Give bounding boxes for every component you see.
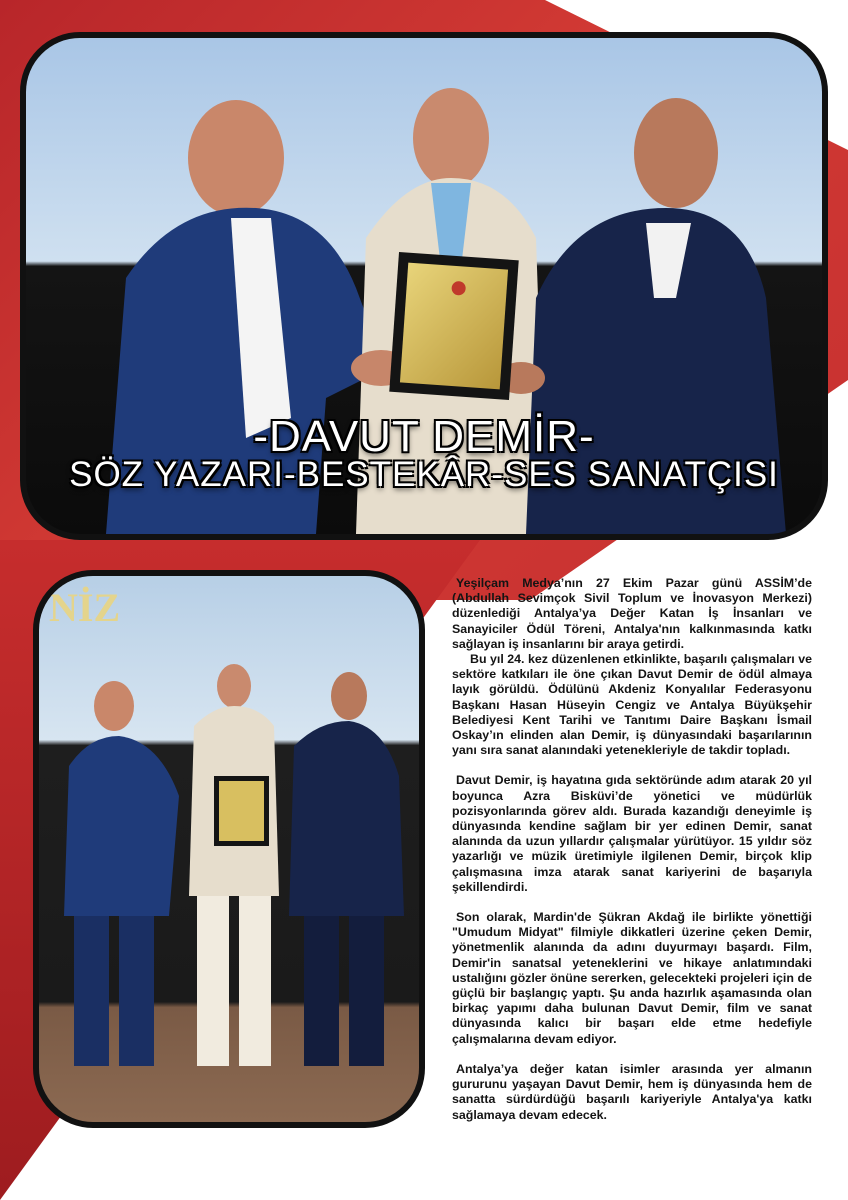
article-body — [452, 576, 812, 1123]
title-name: -DAVUT DEMİR- — [253, 412, 595, 461]
backdrop-text: NİZ — [49, 585, 121, 630]
article-paragraph-5: Antalya’ya değer katan isimler arasında yer almanın gururunu yaşayan Davut Demir, hem iş dünyasında hem de sanatta sürdürdüğü başarılı kariyeriyle Antalya'ya katkı sağlamaya devam edecek. — [452, 1061, 812, 1122]
article-paragraph-1: Yeşilçam Medya’nın 27 Ekim Pazar günü ASSİM’de (Abdullah Sevimçok Sivil Toplum ve İnovasyon Merkezi) düzenlediği Antalya’ya Değer Katan İş İnsanları ve Sanayiciler Ödül Töreni, Antalya'nın kalkınmasında katkı sağlayan iş insanlarını bir araya getirdi. — [452, 576, 812, 651]
article-paragraph-4: Son olarak, Mardin'de Şükran Akdağ ile birlikte yönettiği "Umudum Midyat" filmiyle dikkatleri üzerine çeken Demir, yönetmenlik alanında da adını duyurmayı başardı. Film, Demir'in sanatsal yeteneklerini ve hikaye anlatımındaki ustalığını gözler önüne sererken, gelecekteki projeleri için de güçlü bir başlangıç yaptı. Şu anda hazırlık aşamasında olan birkaç yapımı daha bulunan Davut Demir, film ve sanat dünyasında kalıcı bir başarı elde etme hedefiyle çalışmalarına devam ediyor. — [452, 910, 812, 1046]
award-photo-group — [33, 570, 425, 1128]
title-subtitle: SÖZ YAZARI-BESTEKÂR-SES SANATÇISI — [69, 455, 779, 494]
article-paragraph-3: Davut Demir, iş hayatına gıda sektöründe adım atarak 20 yıl boyunca Azra Bisküvi’de yönetici ve müdürlük pozisyonlarında görev aldı. Burada kazandığı deneyimle iş dünyasında kendine sağlam bir yer edinen Demir, sanat alanında da uzun yıllardır çalışmalar yürütüyor. 15 yıldır söz yazarlığı ve müzik üretimiyle ilgilenen Demir, birçok klip çalışmasına imza atarak sanat kariyerini de başarıyla şekillendirdi. — [452, 773, 812, 894]
award-photo-group-image — [39, 576, 419, 1122]
article-paragraph-2: Bu yıl 24. kez düzenlenen etkinlikte, başarılı çalışmaları ve sektöre katkıları ile öne çıkan Davut Demir de ödül almaya layık görüldü. Ödülünü Akdeniz Konyalılar Federasyonu Başkanı Hasan Hüseyin Cengiz ve Antalya Büyükşehir Belediyesi Kent Tarihi ve Tanıtımı Daire Başkanı İsmail Oskay’ın elinden alan Demir, iş dünyasındaki başarılarının yanı sıra sanat alanındaki yetenekleriyle de takdir topladı. — [452, 652, 812, 758]
